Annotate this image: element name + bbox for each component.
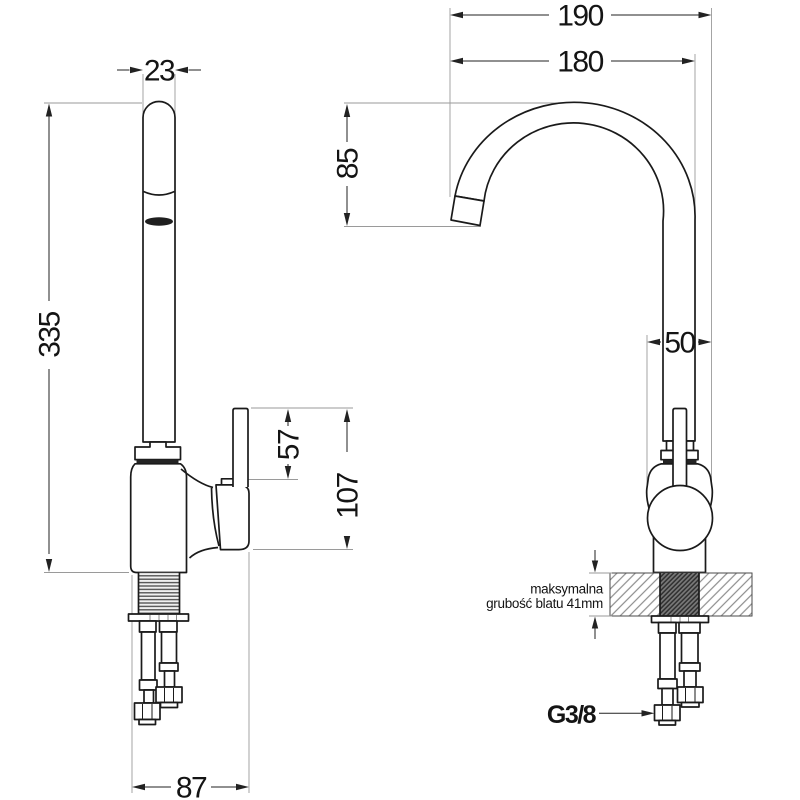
spout-tip (451, 196, 484, 226)
cartridge-housing (216, 485, 249, 550)
aerator (145, 217, 173, 225)
hose-nut (678, 687, 704, 703)
faucet-body (131, 464, 187, 573)
dim-label-57: 57 (272, 429, 306, 461)
handle-lever (233, 409, 248, 488)
dim-label-107: 107 (331, 473, 365, 519)
cartridge-face (648, 486, 713, 551)
dim-label-50: 50 (664, 326, 695, 360)
handle-lever-front (673, 409, 687, 490)
note-line-2: grubość blatu 41mm (486, 596, 603, 612)
hose-nut (156, 687, 182, 703)
hose-nut-g38 (655, 705, 681, 721)
mounting-thread (139, 573, 180, 615)
dim-label-180: 180 (557, 45, 603, 79)
note-line-1: maksymalna (530, 581, 603, 597)
dim-label-190: 190 (557, 0, 603, 33)
dim-label-335: 335 (33, 312, 67, 358)
hose-nut (135, 703, 161, 720)
spout-tube (143, 102, 175, 443)
thread-size-label: G3/8 (546, 700, 596, 729)
dim-label-85: 85 (331, 148, 365, 180)
dim-label-87: 87 (175, 771, 207, 800)
dim-label-23: 23 (143, 54, 175, 88)
